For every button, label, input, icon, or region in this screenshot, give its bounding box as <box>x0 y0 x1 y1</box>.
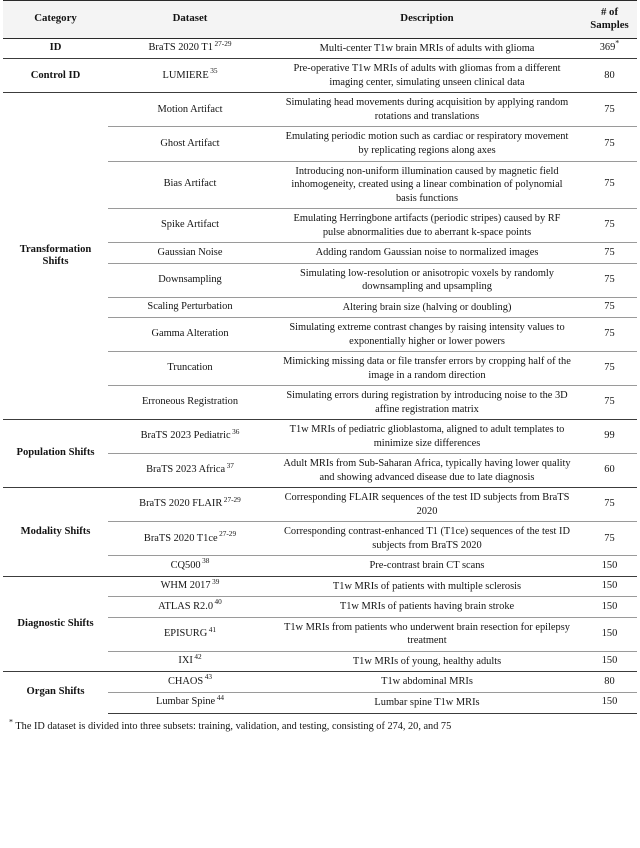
samples-value: 80 <box>604 69 615 81</box>
dataset-reference: 27-29 <box>223 495 241 505</box>
description-cell: Simulating low-resolution or anisotropic voxels by randomly downsampling and upsampling <box>272 263 582 297</box>
dataset-cell <box>108 127 272 161</box>
samples-value: 75 <box>604 273 615 285</box>
description-cell: T1w MRIs of pediatric glioblastoma, aligned to adult templates to minimize size differences <box>272 420 582 454</box>
dataset-name: Bias Artifact <box>163 178 217 190</box>
category-cell: Control ID <box>3 59 108 93</box>
footnote-text: The ID dataset is divided into three subsets: training, validation, and testing, consisting of 274, 20, and 75 <box>15 720 452 732</box>
description-cell: Introducing non-uniform illumination caused by magnetic field inhomogeneity, created using a linear combination of polynomial basis functions <box>272 161 582 209</box>
dataset-name: CQ500 <box>170 559 201 571</box>
dataset-cell <box>108 522 272 556</box>
samples-cell <box>582 522 637 556</box>
samples-value: 75 <box>604 103 615 115</box>
samples-value: 150 <box>601 628 618 640</box>
samples-value: 75 <box>604 362 615 374</box>
samples-cell <box>582 576 637 597</box>
dataset-name: BraTS 2023 Pediatric <box>140 430 231 442</box>
samples-value: 150 <box>601 580 618 592</box>
dataset-name: WHM 2017 <box>160 580 211 592</box>
dataset-cell <box>108 59 272 93</box>
samples-value: 75 <box>604 178 615 190</box>
category-cell: Transformation Shifts <box>3 93 108 420</box>
dataset-cell <box>108 692 272 713</box>
description-cell: Pre-contrast brain CT scans <box>272 556 582 577</box>
description-cell: T1w abdominal MRIs <box>272 672 582 693</box>
samples-value: 75 <box>604 532 615 544</box>
samples-value: 75 <box>604 328 615 340</box>
dataset-name: Gaussian Noise <box>157 246 223 258</box>
description-cell: Corresponding FLAIR sequences of the test ID subjects from BraTS 2020 <box>272 488 582 522</box>
samples-cell <box>582 59 637 93</box>
dataset-cell <box>108 38 272 59</box>
samples-cell <box>582 352 637 386</box>
table-footnote <box>3 714 637 734</box>
samples-value: 75 <box>604 246 615 258</box>
dataset-cell <box>108 386 272 420</box>
table-row <box>3 59 637 93</box>
description-cell: T1w MRIs of young, healthy adults <box>272 651 582 672</box>
description-cell: Adult MRIs from Sub-Saharan Africa, typically having lower quality and showing advanced disease due to late diagnosis <box>272 454 582 488</box>
header-row <box>3 1 637 39</box>
description-cell: Multi-center T1w brain MRIs of adults with glioma <box>319 42 535 54</box>
samples-value: 75 <box>604 301 615 313</box>
dataset-reference: 35 <box>210 66 218 76</box>
description-cell: Emulating Herringbone artifacts (periodic stripes) caused by RF pulse abnormalities due to aberrant k-space points <box>272 209 582 243</box>
table-row <box>3 488 637 522</box>
description-cell: Mimicking missing data or file transfer errors by cropping half of the image in a random direction <box>272 352 582 386</box>
dataset-cell <box>108 672 272 693</box>
samples-cell <box>582 692 637 713</box>
description-cell: Lumbar spine T1w MRIs <box>272 692 582 713</box>
description-cell: T1w MRIs of patients with multiple sclerosis <box>272 576 582 597</box>
dataset-reference: 27-29 <box>214 38 232 48</box>
dataset-name: BraTS 2023 Africa <box>146 464 226 476</box>
table-body <box>3 38 637 713</box>
dataset-cell <box>108 243 272 264</box>
dataset-name: Downsampling <box>158 273 222 285</box>
dataset-cell <box>108 651 272 672</box>
samples-value: 150 <box>601 655 618 667</box>
footnote-marker: * <box>9 717 13 727</box>
column-header-samples <box>582 1 637 39</box>
description-cell: Emulating periodic motion such as cardiac or respiratory movement by replicating regions along axes <box>272 127 582 161</box>
dataset-reference: 38 <box>202 556 210 566</box>
dataset-reference: 43 <box>204 672 213 682</box>
samples-cell <box>582 38 637 59</box>
dataset-cell <box>108 617 272 651</box>
samples-cell <box>582 672 637 693</box>
samples-cell <box>582 93 637 127</box>
dataset-name: LUMIERE <box>162 69 209 81</box>
samples-value: 369 <box>599 42 616 54</box>
dataset-name: Truncation <box>167 362 213 374</box>
dataset-cell <box>108 297 272 318</box>
samples-cell <box>582 651 637 672</box>
samples-value: 60 <box>604 464 615 476</box>
description-cell: T1w MRIs of patients having brain stroke <box>272 597 582 618</box>
dataset-reference: 42 <box>194 651 202 661</box>
table-row <box>3 38 637 59</box>
category-cell: Modality Shifts <box>3 488 108 577</box>
dataset-cell <box>108 597 272 618</box>
dataset-name: Motion Artifact <box>157 103 223 115</box>
description-cell: Simulating extreme contrast changes by raising intensity values to exponentially higher or lower powers <box>272 318 582 352</box>
dataset-name: BraTS 2020 FLAIR <box>139 498 223 510</box>
samples-cell <box>582 617 637 651</box>
samples-value: 99 <box>604 430 615 442</box>
dataset-name: ATLAS R2.0 <box>158 600 214 612</box>
dataset-table <box>3 0 637 714</box>
samples-cell <box>582 263 637 297</box>
category-cell: Diagnostic Shifts <box>3 576 108 672</box>
dataset-cell <box>108 576 272 597</box>
dataset-reference: 41 <box>208 624 217 634</box>
samples-value: 75 <box>604 396 615 408</box>
dataset-name: IXI <box>178 655 193 667</box>
category-cell: ID <box>49 42 62 54</box>
description-cell: Pre-operative T1w MRIs of adults with gliomas from a different imaging center, simulating unseen clinical data <box>272 59 582 93</box>
category-cell: Organ Shifts <box>3 672 108 713</box>
dataset-name: EPISURG <box>163 628 208 640</box>
description-cell: Simulating errors during registration by introducing noise to the 3D affine registration matrix <box>272 386 582 420</box>
column-header-category: Category <box>3 1 108 39</box>
dataset-name: Spike Artifact <box>160 219 219 231</box>
dataset-name: Ghost Artifact <box>160 137 220 149</box>
samples-value: 150 <box>601 559 618 571</box>
description-cell: Corresponding contrast-enhanced T1 (T1ce) sequences of the test ID subjects from BraTS 2020 <box>272 522 582 556</box>
dataset-reference: 39 <box>212 576 220 586</box>
description-cell: T1w MRIs from patients who underwent brain resection for epilepsy treatment <box>272 617 582 651</box>
dataset-cell <box>108 161 272 209</box>
samples-cell <box>582 318 637 352</box>
dataset-name: Erroneous Registration <box>141 396 239 408</box>
dataset-reference: 36 <box>232 426 240 436</box>
dataset-name: Lumbar Spine <box>156 696 216 708</box>
samples-cell <box>582 127 637 161</box>
dataset-reference: 44 <box>216 692 224 702</box>
samples-cell <box>582 243 637 264</box>
samples-cell <box>582 386 637 420</box>
samples-cell <box>582 161 637 209</box>
samples-value: 75 <box>604 137 615 149</box>
samples-value: 75 <box>604 498 615 510</box>
dataset-name: BraTS 2020 T1ce <box>143 532 218 544</box>
table-header <box>3 1 637 39</box>
dataset-cell <box>108 263 272 297</box>
samples-cell <box>582 420 637 454</box>
dataset-name: CHAOS <box>167 675 204 687</box>
category-cell: Population Shifts <box>3 420 108 488</box>
description-cell: Simulating head movements during acquisition by applying random rotations and translations <box>272 93 582 127</box>
samples-cell <box>582 488 637 522</box>
dataset-name: Gamma Alteration <box>151 328 229 340</box>
samples-cell <box>582 297 637 318</box>
dataset-cell <box>108 556 272 577</box>
table-row <box>3 672 637 693</box>
dataset-cell <box>108 209 272 243</box>
dataset-cell <box>108 454 272 488</box>
dataset-reference: 40 <box>214 597 222 607</box>
samples-footnote-marker: * <box>615 38 620 48</box>
samples-value: 150 <box>601 696 618 708</box>
dataset-cell <box>108 488 272 522</box>
samples-value: 75 <box>604 219 615 231</box>
dataset-name: BraTS 2020 T1 <box>148 42 213 54</box>
description-cell: Altering brain size (halving or doubling) <box>272 297 582 318</box>
dataset-cell <box>108 318 272 352</box>
dataset-reference: 27-29 <box>219 529 237 539</box>
table-row <box>3 93 637 127</box>
dataset-reference: 37 <box>226 460 234 470</box>
column-header-dataset: Dataset <box>108 1 272 39</box>
description-cell: Adding random Gaussian noise to normalized images <box>272 243 582 264</box>
samples-cell <box>582 597 637 618</box>
column-header-description: Description <box>272 1 582 39</box>
table-row <box>3 420 637 454</box>
column-header-samples-line2: Samples <box>590 18 629 31</box>
samples-cell <box>582 209 637 243</box>
samples-cell <box>582 454 637 488</box>
dataset-name: Scaling Perturbation <box>147 301 233 313</box>
dataset-cell <box>108 352 272 386</box>
column-header-samples-line1: # of <box>600 6 619 18</box>
dataset-cell <box>108 93 272 127</box>
table-row <box>3 576 637 597</box>
samples-value: 80 <box>604 675 615 687</box>
dataset-cell <box>108 420 272 454</box>
samples-cell <box>582 556 637 577</box>
samples-value: 150 <box>601 600 618 612</box>
